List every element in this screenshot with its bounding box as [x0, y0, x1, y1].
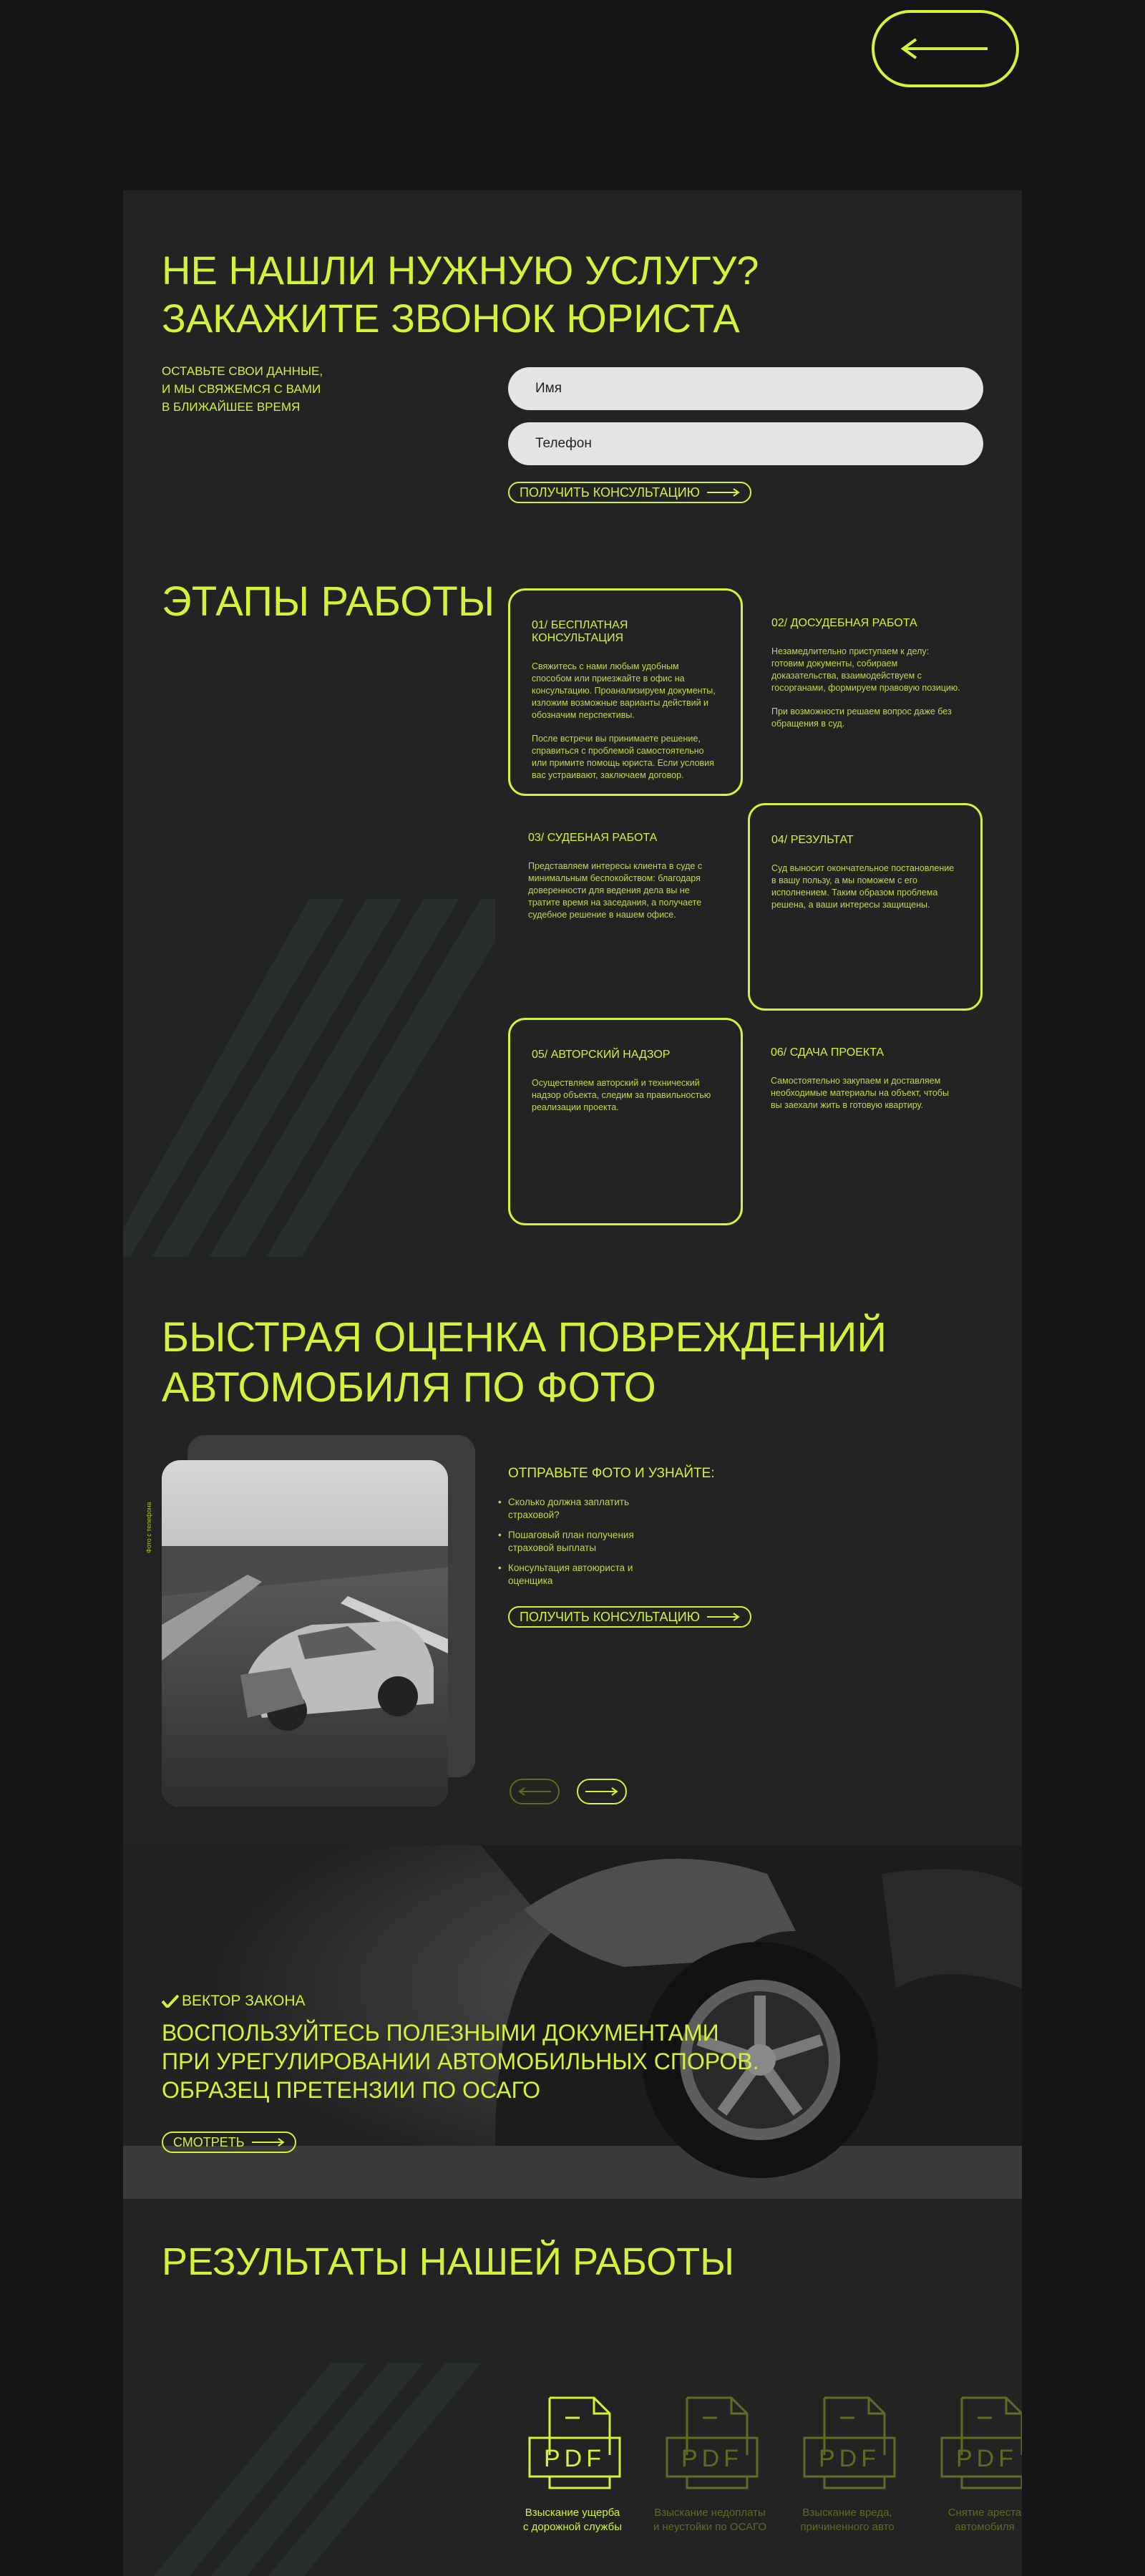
svg-text:PDF: PDF: [544, 2445, 605, 2472]
stage-title: 02/ ДОСУДЕБНАЯ РАБОТА: [771, 617, 917, 629]
arrow-right-icon: [707, 1613, 740, 1621]
pdf-file-icon: [797, 2396, 897, 2489]
stage-text: После встречи вы принимаете решение, справиться с проблемой самостоятельно или примите помощь юриста. Если условия вас устраивают, заключаем договор.: [532, 734, 714, 780]
doc-label: с дорожной службы: [523, 2521, 622, 2533]
pdf-file-icon: [522, 2396, 623, 2489]
list-item: • Сколько должна заплатить страховой?: [498, 1496, 656, 1522]
view-docs-label: СМОТРЕТЬ: [173, 2134, 245, 2149]
doc-card-1[interactable]: [510, 2396, 635, 2534]
stage-title: 05/ АВТОРСКИЙ НАДЗОР: [532, 1049, 671, 1061]
get-consultation-button[interactable]: [508, 482, 751, 503]
svg-text:PDF: PDF: [819, 2445, 880, 2472]
callback-subtitle: ОСТАВЬТЕ СВОИ ДАННЫЕ, И МЫ СВЯЖЕМСЯ С ВАМИ В БЛИЖАЙШЕЕ ВРЕМЯ: [162, 364, 323, 414]
svg-text:PDF: PDF: [681, 2445, 743, 2472]
stage-text: Незамедлительно приступаем к делу: готовим документы, собираем доказательства, взаимодействуем с госорганами, формируем правовую позицию.: [771, 646, 960, 693]
doc-label: Взыскание ущерба: [525, 2507, 620, 2519]
stripes-decoration: [123, 2363, 495, 2576]
side-caption: Фото с телефона: [145, 1502, 152, 1553]
slider-next-button[interactable]: [577, 1779, 627, 1804]
doc-card-2[interactable]: [647, 2396, 773, 2534]
stages-title: ЭТАПЫ РАБОТЫ: [162, 578, 495, 625]
stage-text: При возможности решаем вопрос даже без обращения в суд.: [771, 706, 952, 729]
stage-text: Суд выносит окончательное постановление в вашу пользу, а мы поможем с его исполнением. Таким образом проблема решена, а ваши интересы защищены.: [771, 863, 955, 910]
stage-title: 06/ СДАЧА ПРОЕКТА: [771, 1046, 885, 1059]
doc-label: и неустойки по ОСАГО: [653, 2521, 767, 2533]
results-title: РЕЗУЛЬТАТЫ НАШЕЙ РАБОТЫ: [162, 2240, 735, 2283]
pdf-file-icon: [660, 2396, 760, 2489]
get-consultation-label: ПОЛУЧИТЬ КОНСУЛЬТАЦИЮ: [520, 485, 700, 500]
benefits-list: [498, 1496, 656, 1595]
stage-card-01: [508, 588, 743, 796]
svg-text:PDF: PDF: [956, 2445, 1018, 2472]
checkmark-logo-icon: [162, 1995, 179, 2008]
stage-title: 03/ СУДЕБНАЯ РАБОТА: [528, 832, 658, 844]
stage-card-02: [750, 588, 985, 796]
doc-label: причиненного авто: [800, 2521, 895, 2533]
stage-text: Свяжитесь с нами любым удобным способом или приезжайте в офис на консультацию. Проанализируем документы, изложим возможные варианты действий и обозначим перспективы.: [532, 661, 716, 720]
arrow-right-icon: [707, 488, 740, 497]
name-input[interactable]: Имя: [508, 367, 983, 410]
assessment-title: БЫСТРАЯ ОЦЕНКА ПОВРЕЖДЕНИЙ АВТОМОБИЛЯ ПО ФОТО: [162, 1314, 887, 1411]
doc-label: Снятие ареста: [947, 2507, 1022, 2519]
list-item: • Пошаговый план получения страховой выплаты: [498, 1529, 656, 1555]
back-button[interactable]: [872, 10, 1019, 87]
stage-card-06: [749, 1018, 984, 1225]
slider-prev-button[interactable]: [510, 1779, 560, 1804]
stripes-decoration: [123, 899, 495, 1257]
arrow-left-icon: [899, 38, 992, 59]
stage-text: Самостоятельно закупаем и доставляем необходимые материалы на объект, чтобы вы заехали жить в готовую квартиру.: [771, 1076, 949, 1110]
stage-text: Представляем интересы клиента в суде с минимальным беспокойством: благодаря доверенности для ведения дела вы не тратите время на заседания, а получаете судебное решение в нашем офисе.: [528, 861, 703, 920]
doc-label: Взыскание вреда,: [802, 2507, 892, 2519]
doc-label: Взыскание недоплаты: [654, 2507, 766, 2519]
callback-title: НЕ НАШЛИ НУЖНУЮ УСЛУГУ? ЗАКАЖИТЕ ЗВОНОК ЮРИСТА: [162, 248, 759, 341]
send-photo-title: ОТПРАВЬТЕ ФОТО И УЗНАЙТЕ:: [508, 1466, 715, 1481]
pdf-file-icon: [935, 2396, 1022, 2489]
view-docs-button[interactable]: [162, 2132, 296, 2153]
doc-card-4[interactable]: [922, 2396, 1022, 2534]
list-item: • Консультация автоюриста и оценщика: [498, 1562, 656, 1588]
arrow-right-icon: [585, 1787, 618, 1796]
stage-card-05: [508, 1018, 743, 1225]
car-photo: [162, 1460, 448, 1807]
assessment-consultation-button[interactable]: [508, 1606, 751, 1628]
stage-card-04: [748, 803, 983, 1011]
stage-title: 04/ РЕЗУЛЬТАТ: [771, 834, 854, 846]
doc-card-3[interactable]: [784, 2396, 910, 2534]
stage-text: Осуществляем авторский и технический надзор объекта, следим за правильностью реализации проекта.: [532, 1078, 711, 1112]
results-docs-row: [510, 2396, 1022, 2576]
doc-label: автомобиля: [955, 2521, 1015, 2533]
stage-card-03: [507, 803, 741, 1011]
stage-title: 01/ БЕСПЛАТНАЯ КОНСУЛЬТАЦИЯ: [532, 619, 628, 644]
docs-banner-title: ВОСПОЛЬЗУЙТЕСЬ ПОЛЕЗНЫМИ ДОКУМЕНТАМИ ПРИ УРЕГУЛИРОВАНИИ АВТОМОБИЛЬНЫХ СПОРОВ. ОБРАЗЕЦ ПРЕТЕНЗИИ ПО ОСАГО: [162, 2020, 759, 2103]
arrow-right-icon: [252, 2138, 285, 2147]
assessment-consultation-label: ПОЛУЧИТЬ КОНСУЛЬТАЦИЮ: [520, 1609, 700, 1624]
arrow-left-icon: [518, 1787, 551, 1796]
brand-label: ВЕКТОР ЗАКОНА: [162, 1993, 306, 2010]
phone-input[interactable]: Телефон: [508, 422, 983, 465]
damaged-car-image: [162, 1460, 448, 1807]
